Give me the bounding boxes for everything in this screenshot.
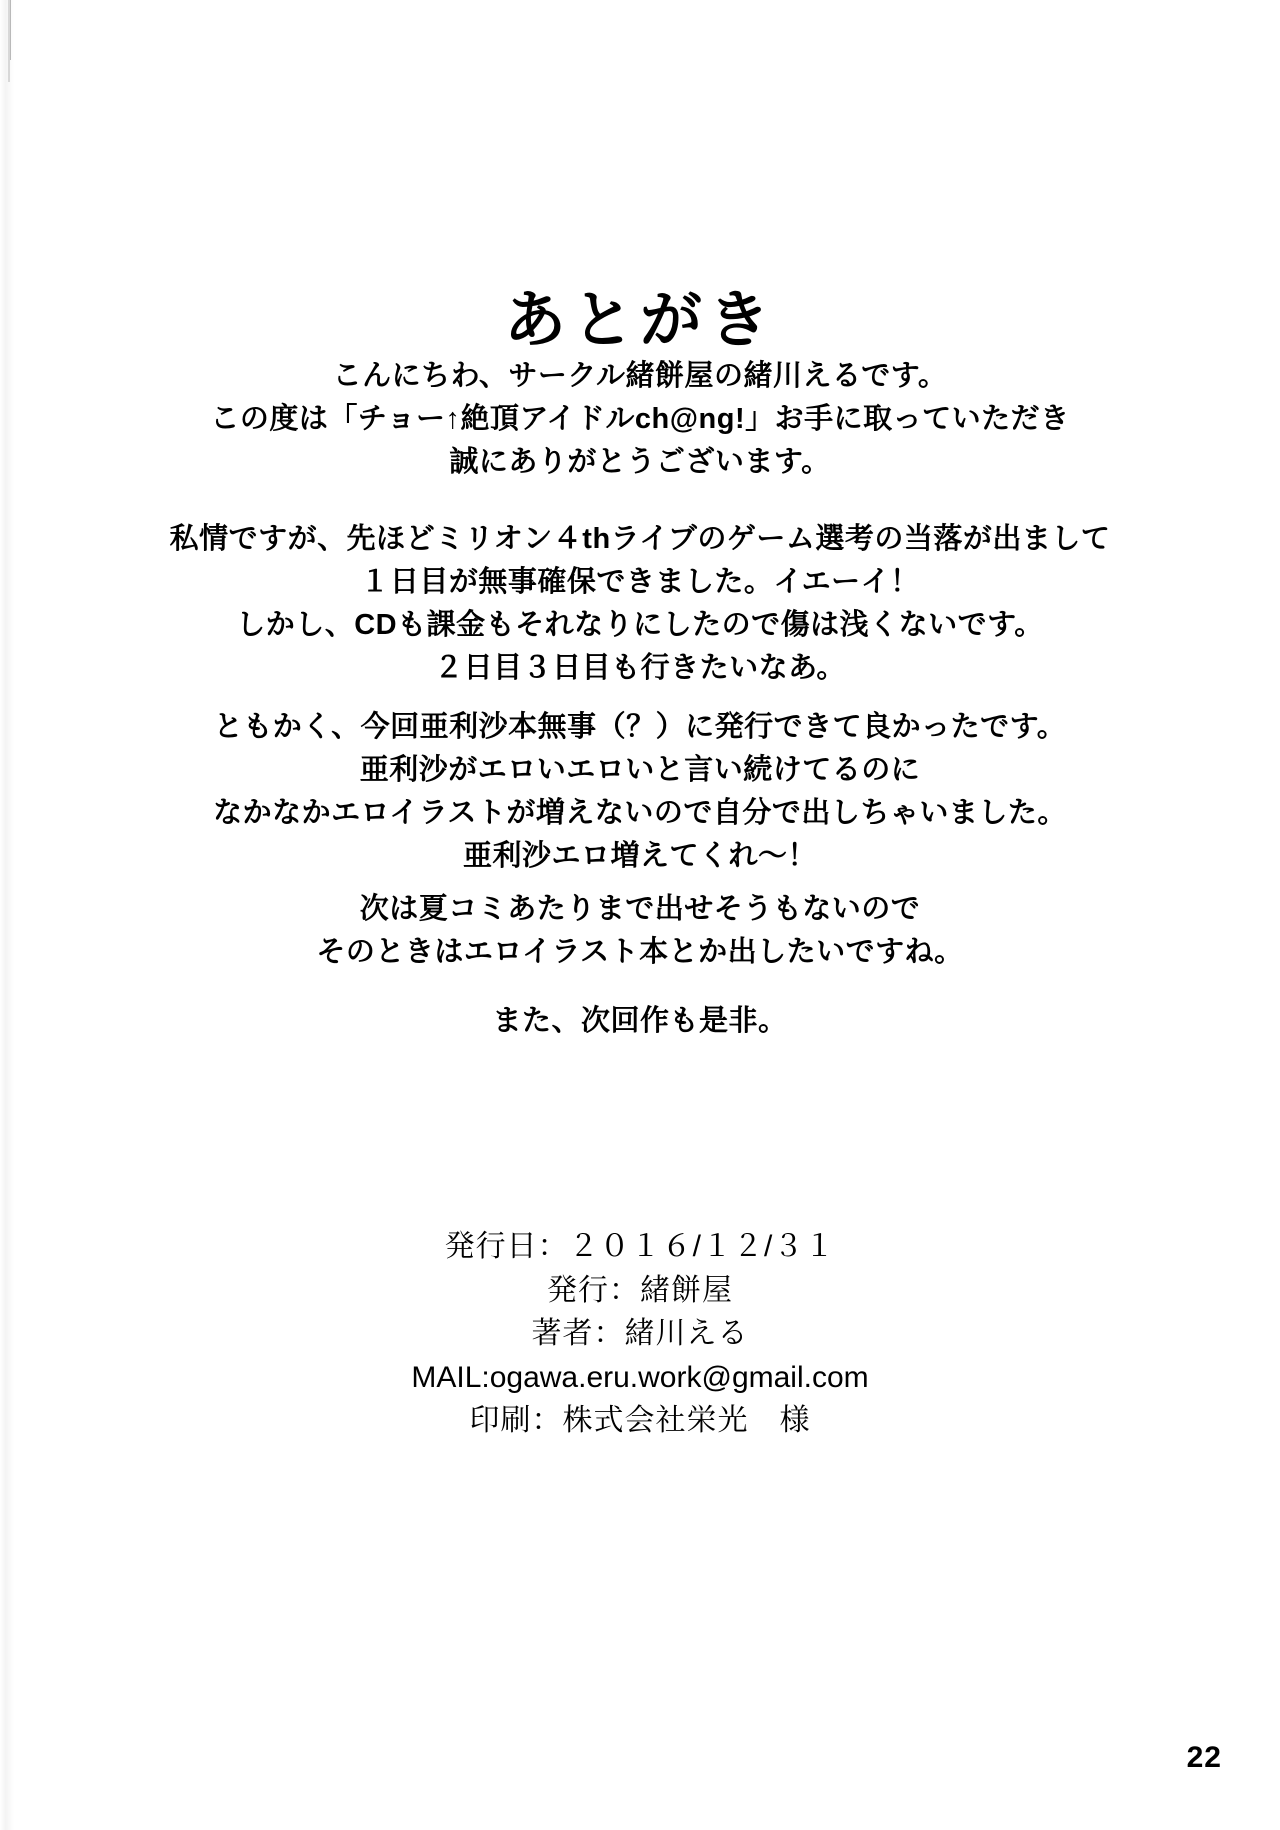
afterword-paragraph [0,518,1280,690]
colophon-publisher: 発行：緒餅屋 [547,1273,733,1307]
afterword-line: この度は「チョー↑絶頂アイドルch@ng!」お手に取っていただき [210,402,1070,435]
afterword-line: ２日目３日目も行きたいなあ。 [434,651,846,684]
afterword-line: ともかく、今回亜利沙本無事（？）に発行できて良かったです。 [213,711,1067,743]
afterword-line: しかし、CDも課金もそれなりにしたので傷は浅くないです。 [236,608,1044,641]
colophon-author: 著者：緒川える [531,1317,749,1350]
afterword-line: 次は夏コミあたりまで出せそうもないので [359,893,921,925]
page-number: 22 [1186,1741,1222,1774]
afterword-line: 亜利沙エロ増えてくれ〜！ [462,839,817,872]
afterword-line: 私情ですが、先ほどミリオン４thライブのゲーム選考の当落が出まして [169,523,1111,555]
colophon-printer: 印刷：株式会社栄光 様 [469,1404,811,1437]
afterword-line: 誠にありがとうございます。 [449,445,831,478]
afterword-line: そのときはエロイラスト本とか出したいですね。 [316,935,964,968]
afterword-paragraph [0,888,1280,974]
afterword-paragraph [0,1000,1280,1043]
colophon-publish-date: 発行日：２０１６/１２/３１ [444,1230,836,1263]
afterword-line: １日目が無事確保できました。イエーイ！ [360,565,920,598]
afterword-line: なかなかエロイラストが増えないので自分で出しちゃいました。 [213,796,1067,829]
afterword-paragraph [0,355,1280,484]
afterword-line: こんにちわ、サークル緒餅屋の緒川えるです。 [332,360,948,392]
colophon-mail: MAIL:ogawa.eru.work@gmail.com [411,1360,869,1394]
afterword-line: 亜利沙がエロいエロいと言い続けてるのに [359,753,921,786]
afterword-line: また、次回作も是非。 [492,1005,788,1037]
afterword-paragraph [0,706,1280,878]
page-title: あとがき [503,285,776,355]
colophon [0,1225,1280,1443]
